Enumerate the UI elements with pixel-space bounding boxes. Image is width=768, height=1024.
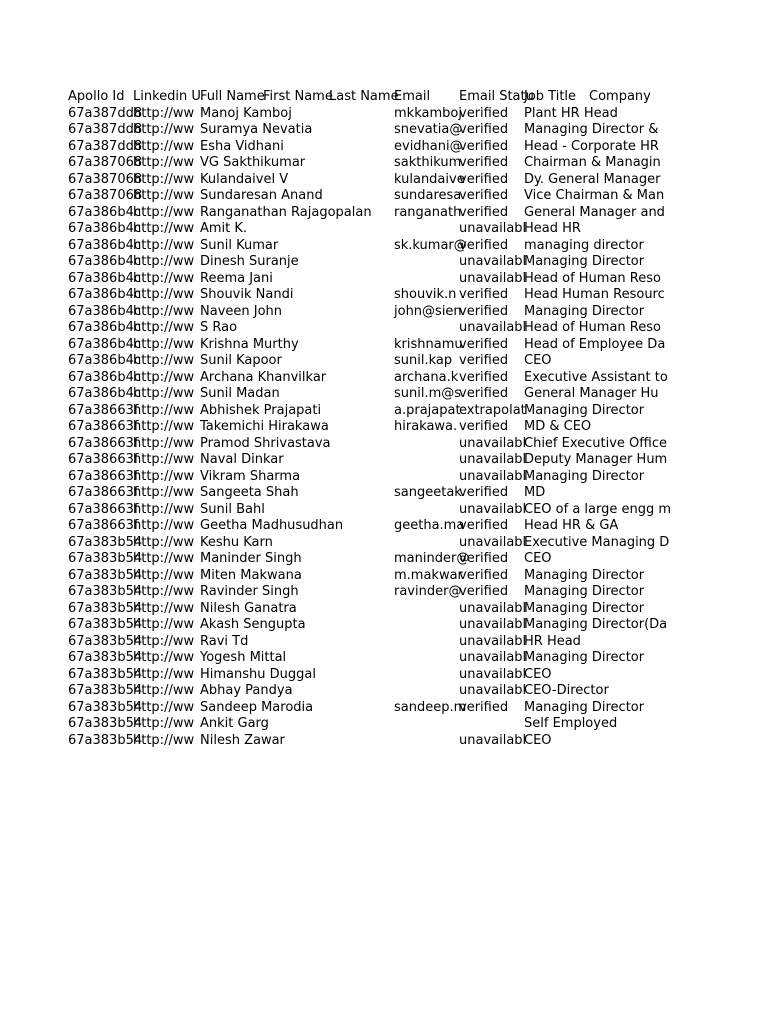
apollo-id-cell: 67a38663f — [68, 435, 139, 451]
email-cell — [394, 682, 459, 699]
email-cell — [394, 616, 459, 633]
apollo-id-cell: 67a387068 — [68, 155, 143, 170]
linkedin-url-cell: http://ww — [133, 452, 195, 467]
table-row — [68, 600, 655, 617]
email-status-cell: verified — [459, 584, 509, 599]
email-status-cell: unavailabl — [459, 221, 527, 236]
linkedin-url-cell: http://ww — [133, 369, 195, 385]
apollo-id-cell: 67a38663f — [68, 468, 139, 484]
table-row — [68, 567, 655, 584]
email-cell — [394, 715, 459, 732]
job-title-cell: CEO of a large engg m — [524, 501, 672, 517]
job-title-cell: Managing Director — [524, 303, 645, 319]
full-name-cell: Sunil Kapoor — [200, 353, 282, 368]
email-status-cell: unavailabl — [459, 617, 527, 632]
linkedin-url-cell: http://ww — [133, 518, 195, 533]
email-cell: krishnamu — [394, 336, 463, 352]
full-name-cell: Nilesh Ganatra — [200, 600, 297, 616]
job-title-cell: Chairman & Managin — [524, 155, 661, 170]
apollo-id-cell: 67a386b4c — [68, 204, 141, 220]
spreadsheet — [68, 88, 672, 748]
email-cell — [394, 501, 459, 518]
apollo-id-cell: 67a383b54 — [68, 584, 143, 599]
linkedin-url-cell: http://ww — [133, 567, 195, 583]
table-row — [68, 633, 655, 650]
apollo-id-cell: 67a38663f — [68, 501, 139, 517]
table-row — [68, 204, 665, 221]
job-title-cell: Vice Chairman & Man — [524, 188, 665, 203]
full-name-cell: Ranganathan Rajagopalan — [200, 204, 372, 220]
full-name-cell: Abhishek Prajapati — [200, 402, 322, 418]
table-row — [68, 418, 655, 435]
table-row — [68, 732, 655, 749]
job-title-cell: HR Head — [524, 633, 581, 649]
email-cell: sunil.m@s — [394, 386, 462, 401]
email-cell: maninder@ — [394, 551, 470, 566]
table-row — [68, 501, 672, 518]
apollo-id-cell: 67a387dd8 — [68, 122, 143, 137]
apollo-id-cell: 67a386b4c — [68, 320, 141, 335]
email-cell — [394, 534, 459, 551]
linkedin-url-cell: http://ww — [133, 485, 195, 500]
apollo-id-cell: 67a38663f — [68, 419, 139, 434]
full-name-cell: Amit K. — [200, 221, 248, 236]
email-status-cell: verified — [459, 171, 509, 187]
apollo-id-cell: 67a38663f — [68, 518, 139, 533]
job-title-cell: Deputy Manager Hum — [524, 452, 668, 467]
table-row — [68, 286, 665, 303]
header-company: Company — [589, 89, 651, 104]
linkedin-url-cell: http://ww — [133, 188, 195, 203]
apollo-id-cell: 67a386b4c — [68, 287, 141, 302]
email-status-cell: verified — [459, 105, 509, 121]
table-row — [68, 121, 659, 138]
header-email-status: Email Statu — [459, 89, 534, 104]
email-cell — [394, 468, 459, 485]
email-cell: hirakawa. — [394, 419, 458, 434]
full-name-cell: Suramya Nevatia — [200, 122, 313, 137]
apollo-id-cell: 67a383b54 — [68, 567, 143, 583]
linkedin-url-cell: http://ww — [133, 600, 195, 616]
job-title-cell: Managing Director — [524, 402, 645, 418]
full-name-cell: Akash Sengupta — [200, 617, 306, 632]
header-apollo-id: Apollo Id — [68, 89, 125, 104]
email-status-cell: unavailabl — [459, 468, 527, 484]
linkedin-url-cell: http://ww — [133, 402, 195, 418]
apollo-id-cell: 67a383b54 — [68, 633, 143, 649]
table-row — [68, 385, 659, 402]
job-title-cell: Self Employed — [524, 716, 618, 731]
apollo-id-cell: 67a386b4c — [68, 237, 141, 253]
apollo-id-cell: 67a38663f — [68, 452, 139, 467]
email-status-cell: unavailabl — [459, 732, 527, 748]
linkedin-url-cell: http://ww — [133, 633, 195, 649]
email-status-cell: verified — [459, 518, 509, 533]
email-status-cell: verified — [459, 336, 509, 352]
full-name-cell: Dinesh Suranje — [200, 254, 299, 269]
full-name-cell: Takemichi Hirakawa — [200, 419, 329, 434]
linkedin-url-cell: http://ww — [133, 551, 195, 566]
full-name-cell: Geetha Madhusudhan — [200, 518, 344, 533]
header-linkedin-url: Linkedin U — [133, 89, 201, 104]
full-name-cell: Maninder Singh — [200, 551, 302, 566]
linkedin-url-cell: http://ww — [133, 287, 195, 302]
table-row — [68, 154, 661, 171]
email-status-cell: unavailabl — [459, 452, 527, 467]
apollo-id-cell: 67a386b4c — [68, 336, 141, 352]
apollo-id-cell: 67a383b54 — [68, 534, 143, 550]
job-title-cell: Head of Human Reso — [524, 320, 661, 335]
table-row — [68, 649, 655, 666]
linkedin-url-cell: http://ww — [133, 650, 195, 665]
email-cell — [394, 220, 459, 237]
email-cell: sundaresa — [394, 188, 462, 203]
email-status-cell: verified — [459, 485, 509, 500]
table-row — [68, 517, 655, 534]
email-status-cell: verified — [459, 122, 509, 137]
job-title-cell: Head HR & GA — [524, 518, 619, 533]
full-name-cell: Ankit Garg — [200, 716, 269, 731]
full-name-cell: Krishna Murthy — [200, 336, 299, 352]
email-status-cell: verified — [459, 188, 509, 203]
header-last-name: Last Name — [329, 89, 399, 104]
linkedin-url-cell: http://ww — [133, 353, 195, 368]
table-row — [68, 303, 655, 320]
table-row — [68, 451, 668, 468]
email-status-cell: unavailabl — [459, 666, 527, 682]
full-name-cell: Archana Khanvilkar — [200, 369, 327, 385]
email-cell: sk.kumar@ — [394, 237, 467, 253]
linkedin-url-cell: http://ww — [133, 155, 195, 170]
job-title-cell: Head of Human Reso — [524, 270, 661, 286]
full-name-cell: Esha Vidhani — [200, 138, 284, 154]
table-row — [68, 435, 668, 452]
full-name-cell: S Rao — [200, 320, 238, 335]
email-status-cell: verified — [459, 419, 509, 434]
linkedin-url-cell: http://ww — [133, 534, 195, 550]
apollo-id-cell: 67a386b4c — [68, 353, 141, 368]
full-name-cell: Pramod Shrivastava — [200, 435, 331, 451]
email-status-cell: unavailabl — [459, 633, 527, 649]
linkedin-url-cell: http://ww — [133, 122, 195, 137]
email-status-cell: unavailabl — [459, 501, 527, 517]
job-title-cell: CEO — [524, 666, 552, 682]
job-title-cell: Head Human Resourc — [524, 287, 665, 302]
table-row — [68, 336, 666, 353]
email-status-cell: verified — [459, 237, 509, 253]
job-title-cell: Managing Director(Da — [524, 617, 668, 632]
linkedin-url-cell: http://ww — [133, 699, 195, 715]
linkedin-url-cell: http://ww — [133, 617, 195, 632]
linkedin-url-cell: http://ww — [133, 204, 195, 220]
full-name-cell: Manoj Kamboj — [200, 105, 292, 121]
email-cell — [394, 435, 459, 452]
apollo-id-cell: 67a383b54 — [68, 699, 143, 715]
table-row — [68, 583, 655, 600]
email-cell: john@sien — [394, 303, 462, 319]
apollo-id-cell: 67a386b4c — [68, 386, 141, 401]
apollo-id-cell: 67a386b4c — [68, 303, 141, 319]
email-status-cell: verified — [459, 551, 509, 566]
linkedin-url-cell: http://ww — [133, 221, 195, 236]
job-title-cell: Managing Director — [524, 254, 645, 269]
email-status-cell: verified — [459, 369, 509, 385]
job-title-cell: Chief Executive Office — [524, 435, 668, 451]
email-cell: mkkamboj — [394, 105, 462, 121]
email-status-cell: extrapolat — [459, 402, 526, 418]
email-cell — [394, 270, 459, 287]
job-title-cell: CEO — [524, 551, 552, 566]
full-name-cell: Himanshu Duggal — [200, 666, 316, 682]
apollo-id-cell: 67a386b4c — [68, 270, 141, 286]
email-cell: ranganath — [394, 204, 462, 220]
linkedin-url-cell: http://ww — [133, 254, 195, 269]
full-name-cell: Sangeeta Shah — [200, 485, 299, 500]
table-row — [68, 171, 661, 188]
email-status-cell: verified — [459, 386, 509, 401]
full-name-cell: VG Sakthikumar — [200, 155, 306, 170]
email-cell: a.prajapat — [394, 402, 461, 418]
email-cell — [394, 649, 459, 666]
email-status-cell: verified — [459, 567, 509, 583]
table-row — [68, 484, 655, 501]
email-status-cell — [459, 715, 524, 732]
full-name-cell: Miten Makwana — [200, 567, 302, 583]
full-name-cell: Sunil Kumar — [200, 237, 279, 253]
email-status-cell: unavailabl — [459, 270, 527, 286]
email-cell: sakthikum — [394, 155, 462, 170]
job-title-cell: MD — [524, 485, 546, 500]
apollo-id-cell: 67a387dd8 — [68, 138, 143, 154]
job-title-cell: MD & CEO — [524, 419, 592, 434]
table-row — [68, 468, 655, 485]
job-title-cell: Plant HR Head — [524, 105, 618, 121]
table-row — [68, 666, 655, 683]
linkedin-url-cell: http://ww — [133, 435, 195, 451]
email-status-cell: verified — [459, 303, 509, 319]
linkedin-url-cell: http://ww — [133, 501, 195, 517]
full-name-cell: Naveen John — [200, 303, 283, 319]
apollo-id-cell: 67a38663f — [68, 485, 139, 500]
email-cell: archana.k — [394, 369, 459, 385]
apollo-id-cell: 67a387068 — [68, 171, 143, 187]
email-status-cell: verified — [459, 699, 509, 715]
full-name-cell: Naval Dinkar — [200, 452, 284, 467]
linkedin-url-cell: http://ww — [133, 386, 195, 401]
email-status-cell: unavailabl — [459, 600, 527, 616]
email-status-cell: unavailabl — [459, 435, 527, 451]
linkedin-url-cell: http://ww — [133, 584, 195, 599]
linkedin-url-cell: http://ww — [133, 419, 195, 434]
email-cell: snevatia@ — [394, 122, 463, 137]
linkedin-url-cell: http://ww — [133, 303, 195, 319]
table-row — [68, 237, 655, 254]
table-body — [68, 105, 672, 749]
email-status-cell: verified — [459, 287, 509, 302]
email-cell: sandeep.m — [394, 699, 467, 715]
job-title-cell: Executive Assistant to — [524, 369, 668, 385]
table-row — [68, 616, 668, 633]
email-cell — [394, 666, 459, 683]
email-cell — [394, 319, 459, 336]
table-row — [68, 369, 668, 386]
full-name-cell: Kulandaivel V — [200, 171, 289, 187]
table-row — [68, 534, 670, 551]
apollo-id-cell: 67a383b54 — [68, 650, 143, 665]
apollo-id-cell: 67a386b4c — [68, 254, 141, 269]
apollo-id-cell: 67a383b54 — [68, 666, 143, 682]
job-title-cell: Managing Director & — [524, 122, 659, 137]
email-status-cell: verified — [459, 204, 509, 220]
apollo-id-cell: 67a383b54 — [68, 683, 143, 698]
apollo-id-cell: 67a387068 — [68, 188, 143, 203]
email-cell — [394, 633, 459, 650]
email-cell: geetha.ma — [394, 518, 465, 533]
apollo-id-cell: 67a386b4c — [68, 221, 141, 236]
table-row — [68, 220, 655, 237]
job-title-cell: Managing Director — [524, 699, 645, 715]
job-title-cell: Dy. General Manager — [524, 171, 661, 187]
table-row — [68, 270, 661, 287]
linkedin-url-cell: http://ww — [133, 716, 195, 731]
full-name-cell: Ravi Td — [200, 633, 249, 649]
full-name-cell: Keshu Karn — [200, 534, 273, 550]
full-name-cell: Abhay Pandya — [200, 683, 293, 698]
linkedin-url-cell: http://ww — [133, 683, 195, 698]
apollo-id-cell: 67a383b54 — [68, 716, 143, 731]
job-title-cell: Head of Employee Da — [524, 336, 666, 352]
email-status-cell: verified — [459, 155, 509, 170]
job-title-cell: CEO-Director — [524, 683, 609, 698]
full-name-cell: Reema Jani — [200, 270, 273, 286]
linkedin-url-cell: http://ww — [133, 237, 195, 253]
linkedin-url-cell: http://ww — [133, 320, 195, 335]
apollo-id-cell: 67a383b54 — [68, 617, 143, 632]
linkedin-url-cell: http://ww — [133, 105, 195, 121]
job-title-cell: Managing Director — [524, 600, 645, 616]
table-row — [68, 352, 655, 369]
table-row — [68, 253, 655, 270]
table-row — [68, 138, 659, 155]
linkedin-url-cell: http://ww — [133, 732, 195, 748]
email-status-cell: unavailabl — [459, 683, 527, 698]
full-name-cell: Vikram Sharma — [200, 468, 301, 484]
linkedin-url-cell: http://ww — [133, 336, 195, 352]
header-row — [68, 88, 655, 105]
table-row — [68, 402, 655, 419]
table-row — [68, 550, 655, 567]
linkedin-url-cell: http://ww — [133, 468, 195, 484]
email-status-cell: verified — [459, 353, 509, 368]
full-name-cell: Sunil Bahl — [200, 501, 265, 517]
full-name-cell: Sandeep Marodia — [200, 699, 314, 715]
header-email: Email — [394, 89, 431, 104]
email-cell: ravinder@ — [394, 584, 462, 599]
apollo-id-cell: 67a386b4c — [68, 369, 141, 385]
email-cell — [394, 451, 459, 468]
email-cell: sunil.kap — [394, 353, 453, 368]
table-row — [68, 699, 655, 716]
table-row — [68, 682, 655, 699]
job-title-cell: CEO — [524, 732, 552, 748]
header-full-name: Full Name — [200, 89, 265, 104]
table-row — [68, 105, 655, 122]
linkedin-url-cell: http://ww — [133, 171, 195, 187]
email-cell: kulandaive — [394, 171, 465, 187]
email-cell: evidhani@ — [394, 138, 463, 154]
full-name-cell: Sunil Madan — [200, 386, 280, 401]
linkedin-url-cell: http://ww — [133, 270, 195, 286]
job-title-cell: General Manager and — [524, 204, 665, 220]
email-cell: m.makwar — [394, 567, 463, 583]
header-first-name: First Name — [263, 89, 333, 104]
email-status-cell: unavailabl — [459, 650, 527, 665]
job-title-cell: Managing Director — [524, 567, 645, 583]
table-row — [68, 319, 661, 336]
linkedin-url-cell: http://ww — [133, 666, 195, 682]
email-status-cell: unavailabl — [459, 320, 527, 335]
job-title-cell: Managing Director — [524, 650, 645, 665]
job-title-cell: Managing Director — [524, 584, 645, 599]
job-title-cell: managing director — [524, 237, 644, 253]
table-row — [68, 187, 665, 204]
email-status-cell: unavailabl — [459, 254, 527, 269]
job-title-cell: General Manager Hu — [524, 386, 659, 401]
job-title-cell: Head HR — [524, 221, 581, 236]
full-name-cell: Yogesh Mittal — [200, 650, 287, 665]
email-cell: sangeetak — [394, 485, 462, 500]
table-row — [68, 715, 655, 732]
header-job-title: Job Title — [524, 89, 577, 104]
job-title-cell: CEO — [524, 353, 552, 368]
email-status-cell: unavailabl — [459, 534, 527, 550]
apollo-id-cell: 67a383b54 — [68, 600, 143, 616]
job-title-cell: Executive Managing D — [524, 534, 670, 550]
full-name-cell: Shouvik Nandi — [200, 287, 294, 302]
full-name-cell: Nilesh Zawar — [200, 732, 285, 748]
job-title-cell: Managing Director — [524, 468, 645, 484]
email-cell — [394, 600, 459, 617]
full-name-cell: Ravinder Singh — [200, 584, 299, 599]
job-title-cell: Head - Corporate HR — [524, 138, 659, 154]
apollo-id-cell: 67a387dd8 — [68, 105, 143, 121]
apollo-id-cell: 67a38663f — [68, 402, 139, 418]
linkedin-url-cell: http://ww — [133, 138, 195, 154]
email-status-cell: verified — [459, 138, 509, 154]
apollo-id-cell: 67a383b54 — [68, 551, 143, 566]
email-cell — [394, 732, 459, 749]
email-cell — [394, 253, 459, 270]
apollo-id-cell: 67a383b54 — [68, 732, 143, 748]
email-cell: shouvik.n — [394, 287, 457, 302]
full-name-cell: Sundaresan Anand — [200, 188, 323, 203]
